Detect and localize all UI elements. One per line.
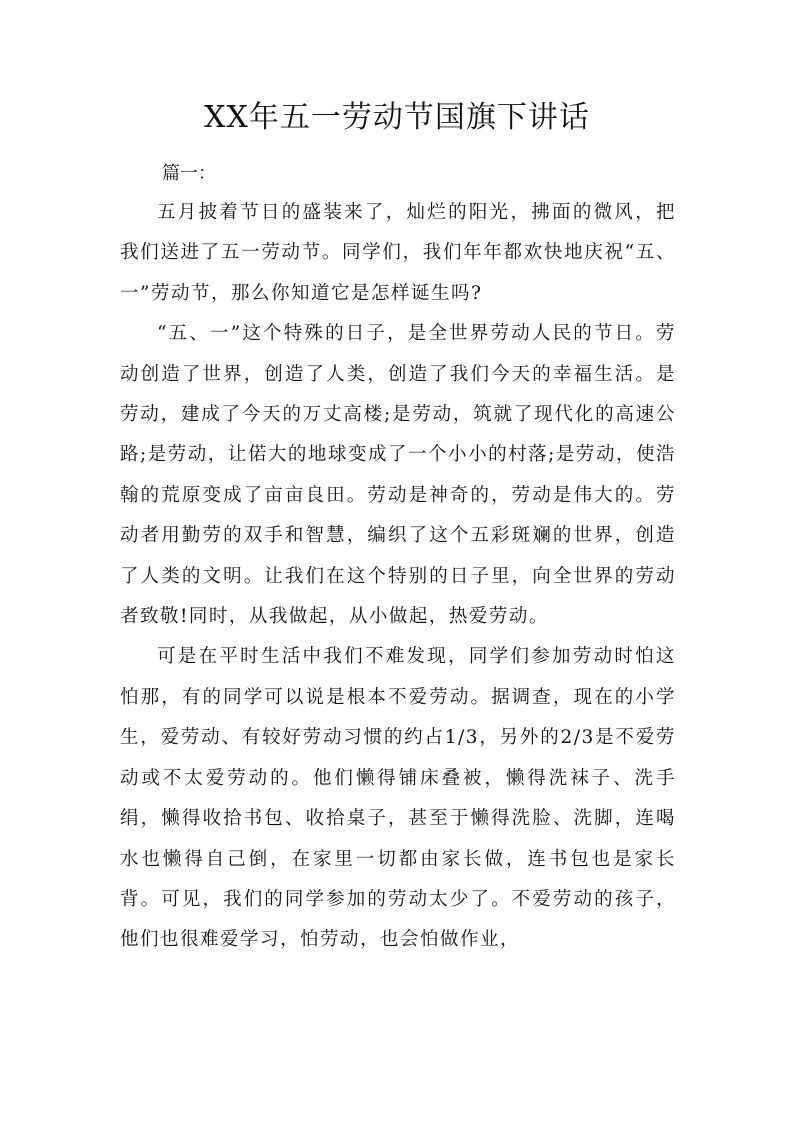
- section-label: 篇一：: [162, 163, 216, 184]
- document-body: [120, 155, 676, 961]
- paragraph-2: “五、一”这个特殊的日子，是全世界劳动人民的节日。劳动创造了世界，创造了人类，创造了我们今天的幸福生活。是劳动，建成了今天的万丈高楼;是劳动，筑就了现代化的高速公路;是劳动，让偌大的地球变成了一个小小的村落;是劳动，使浩翰的荒原变成了亩亩良田。劳动是神奇的，劳动是伟大的。劳动者用勤劳的双手和智慧，编织了这个五彩斑斓的世界，创造了人类的文明。让我们在这个特别的日子里，向全世界的劳动者致敬!同时，从我做起，从小做起，热爱劳动。: [120, 323, 676, 628]
- document-title: XX年五一劳动节国旗下讲话: [204, 100, 590, 135]
- paragraph-1: 五月披着节日的盛装来了，灿烂的阳光，拂面的微风，把我们送进了五一劳动节。同学们，我们年年都欢快地庆祝“五、一”劳动节，那么你知道它是怎样诞生吗?: [120, 202, 676, 304]
- paragraph-3: 可是在平时生活中我们不难发现，同学们参加劳动时怕这怕那，有的同学可以说是根本不爱劳动。据调查，现在的小学生，爱劳动、有较好劳动习惯的约占1/3，另外的2/3是不爱劳动或不太爱劳动的。他们懒得铺床叠被，懒得洗袜子、洗手绢，懒得收拾书包、收拾桌子，甚至于懒得洗脸、洗脚，连喝水也懒得自己倒，在家里一切都由家长做，连书包也是家长背。可见，我们的同学参加的劳动太少了。不爱劳动的孩子，他们也很难爱学习，怕劳动，也会怕做作业，: [120, 646, 676, 951]
